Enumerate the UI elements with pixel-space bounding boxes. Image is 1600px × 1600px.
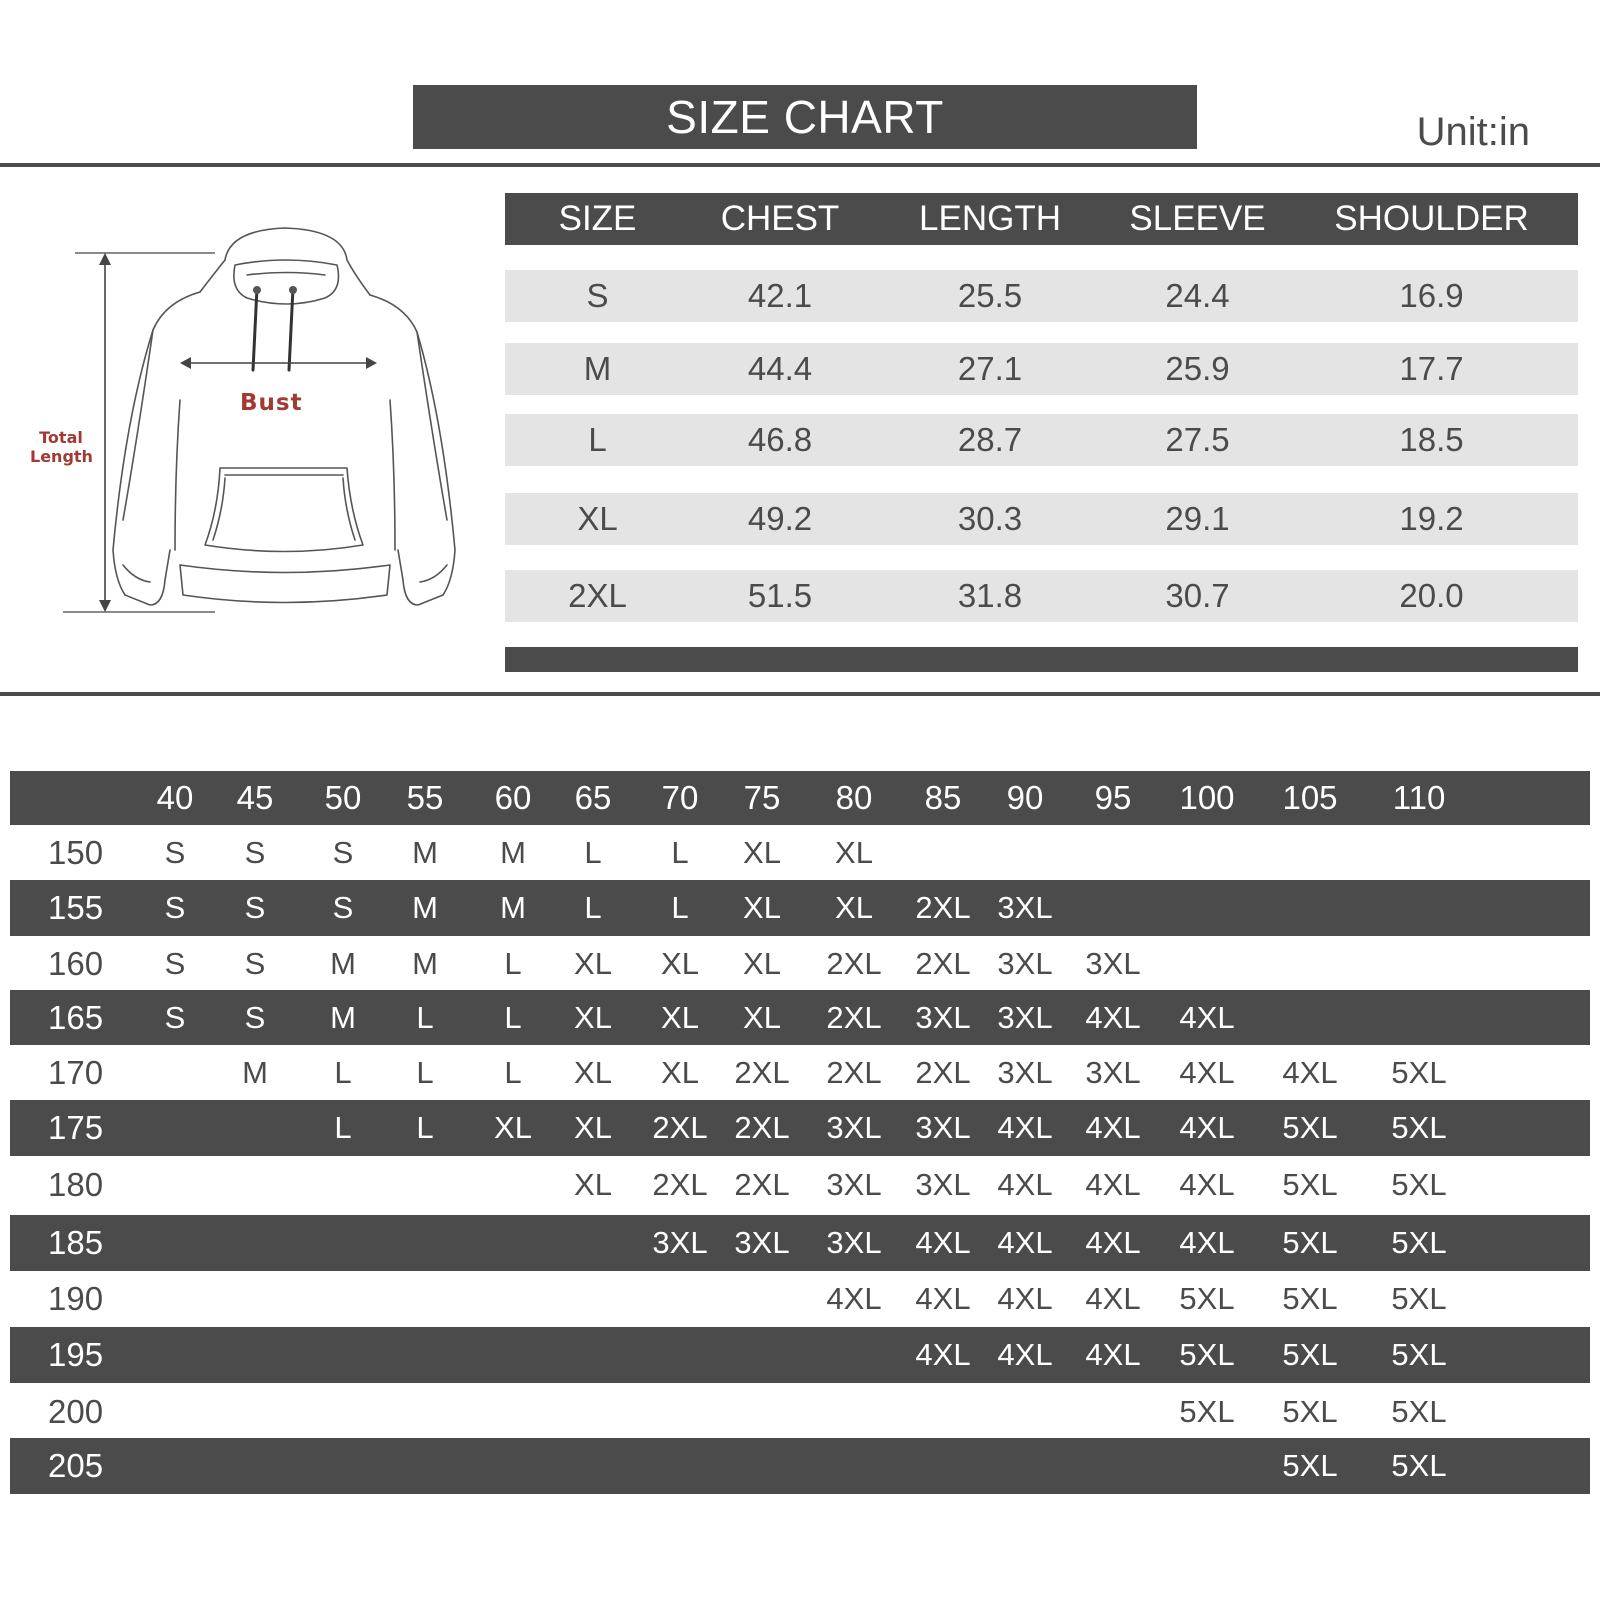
grid-cell: 5XL [1391,1110,1447,1145]
grid-cell: S [244,946,266,981]
header-chest: CHEST [720,199,840,238]
grid-cell: 4XL [1085,1225,1141,1260]
grid-cell: 5XL [1179,1394,1235,1429]
grid-cell: S [332,890,354,925]
cell-length: 28.7 [957,421,1023,458]
grid-cell: 3XL [652,1225,708,1260]
size-grid-header [10,771,1590,825]
grid-column-header: 70 [661,779,699,816]
grid-column-header: 50 [324,779,362,816]
grid-cell: 2XL [734,1055,790,1090]
grid-cell: XL [661,946,699,981]
cell-size: XL [577,500,618,537]
grid-cell: XL [574,1055,612,1090]
grid-cell: 5XL [1391,1167,1447,1202]
grid-column-header: 105 [1282,779,1338,816]
grid-cell: L [584,890,602,925]
grid-cell: 5XL [1391,1281,1447,1316]
cell-chest: 49.2 [747,500,813,537]
grid-cell: 5XL [1282,1337,1338,1372]
header-length: LENGTH [919,199,1061,238]
grid-row [10,1100,1590,1156]
grid-cell: 4XL [1085,1337,1141,1372]
measurement-row [505,270,1578,322]
grid-cell: S [164,1000,186,1035]
grid-column-header: 65 [574,779,612,816]
grid-cell: XL [743,946,781,981]
cell-sleeve: 29.1 [1165,500,1230,537]
grid-row [10,990,1590,1046]
grid-cell: 3XL [734,1225,790,1260]
grid-cell: 3XL [997,890,1053,925]
grid-cell: 4XL [915,1281,971,1316]
grid-cell: XL [574,1110,612,1145]
grid-cell: S [164,835,186,870]
grid-row [10,1271,1590,1327]
grid-cell: S [244,835,266,870]
grid-cell: 3XL [997,1000,1053,1035]
cell-size: M [583,350,612,387]
grid-cell: 2XL [915,1055,971,1090]
grid-column-header: 90 [1006,779,1044,816]
grid-row [10,1157,1590,1213]
middle-divider [0,692,1600,696]
header-size: SIZE [558,199,637,238]
cell-shoulder: 18.5 [1399,421,1464,458]
grid-cell: L [504,946,522,981]
grid-cell: XL [661,1055,699,1090]
grid-row-label: 165 [48,999,104,1036]
grid-cell: 3XL [997,946,1053,981]
grid-row [10,1045,1590,1101]
grid-cell: S [244,1000,266,1035]
cell-shoulder: 17.7 [1399,350,1464,387]
grid-column-header: 100 [1179,779,1235,816]
grid-cell: L [584,835,602,870]
grid-cell: 4XL [997,1167,1053,1202]
grid-cell: XL [743,835,781,870]
grid-column-header: 55 [406,779,444,816]
grid-row-label: 205 [48,1447,104,1484]
unit-label: Unit:in [1416,110,1530,154]
grid-cell: 3XL [1085,1055,1141,1090]
grid-cell: 2XL [826,1000,882,1035]
grid-cell: 5XL [1282,1167,1338,1202]
cell-sleeve: 25.9 [1165,350,1230,387]
grid-row-label: 170 [48,1054,104,1091]
grid-cell: 4XL [915,1225,971,1260]
grid-cell: XL [574,1000,612,1035]
grid-cell: 5XL [1282,1448,1338,1483]
grid-cell: 3XL [915,1000,971,1035]
measurements-footer-bar [505,647,1578,672]
grid-cell: 5XL [1391,1448,1447,1483]
grid-cell: M [242,1055,268,1090]
cell-chest: 51.5 [747,577,813,614]
cell-length: 30.3 [957,500,1023,537]
grid-cell: 4XL [997,1225,1053,1260]
cell-size: 2XL [568,577,627,614]
cell-chest: 44.4 [747,350,813,387]
grid-cell: 4XL [1085,1110,1141,1145]
grid-cell: 5XL [1391,1337,1447,1372]
grid-cell: 3XL [915,1167,971,1202]
top-divider [0,163,1600,167]
grid-cell: L [671,890,689,925]
total-length-label [30,428,92,466]
grid-column-header: 40 [156,779,194,816]
grid-cell: S [332,835,354,870]
grid-cell: 4XL [1085,1281,1141,1316]
grid-cell: 2XL [734,1110,790,1145]
grid-cell: S [164,946,186,981]
grid-row-label: 180 [48,1166,104,1203]
grid-column-header: 80 [835,779,873,816]
grid-cell: 5XL [1391,1055,1447,1090]
measurement-row [505,414,1578,466]
grid-column-header: 60 [494,779,532,816]
grid-row-label: 175 [48,1109,104,1146]
grid-cell: M [412,946,438,981]
measurement-row [505,343,1578,395]
grid-column-header: 95 [1094,779,1132,816]
grid-cell: 4XL [997,1281,1053,1316]
grid-column-header: 75 [743,779,781,816]
grid-row [10,1384,1590,1440]
grid-cell: 4XL [1179,1055,1235,1090]
cell-shoulder: 20.0 [1399,577,1464,614]
grid-column-header: 85 [924,779,962,816]
grid-row [10,936,1590,992]
bust-label: Bust [240,390,303,416]
grid-cell: M [412,890,438,925]
grid-cell: M [330,1000,356,1035]
grid-row-label: 195 [48,1336,104,1373]
grid-cell: 5XL [1282,1110,1338,1145]
grid-cell: 4XL [1179,1225,1235,1260]
grid-cell: 5XL [1179,1337,1235,1372]
cell-size: L [588,421,607,458]
cell-chest: 46.8 [747,421,813,458]
grid-cell: 4XL [1085,1167,1141,1202]
grid-cell: 2XL [826,1055,882,1090]
grid-cell: L [504,1055,522,1090]
grid-cell: 4XL [1179,1110,1235,1145]
total-length-label-line2: Length [30,447,93,466]
grid-cell: 4XL [1085,1000,1141,1035]
grid-cell: 4XL [1282,1055,1338,1090]
cell-length: 31.8 [957,577,1023,614]
grid-cell: 3XL [997,1055,1053,1090]
grid-cell: M [412,835,438,870]
grid-cell: 4XL [826,1281,882,1316]
grid-cell: XL [743,890,781,925]
grid-cell: 2XL [652,1110,708,1145]
grid-row-label: 190 [48,1280,104,1317]
grid-cell: XL [574,1167,612,1202]
grid-row-label: 200 [48,1393,104,1430]
grid-cell: XL [835,835,873,870]
header-sleeve: SLEEVE [1129,199,1266,238]
grid-cell: XL [835,890,873,925]
cell-length: 25.5 [957,277,1023,314]
grid-cell: L [504,1000,522,1035]
grid-cell: 3XL [826,1225,882,1260]
grid-row-label: 185 [48,1224,104,1261]
cell-size: S [586,277,609,314]
grid-cell: S [244,890,266,925]
cell-shoulder: 19.2 [1399,500,1464,537]
grid-cell: 4XL [997,1337,1053,1372]
grid-row-label: 160 [48,945,104,982]
total-length-label-line1: Total [39,428,83,447]
grid-cell: 3XL [826,1167,882,1202]
cell-sleeve: 30.7 [1165,577,1230,614]
grid-cell: 3XL [1085,946,1141,981]
grid-cell: S [164,890,186,925]
cell-sleeve: 27.5 [1165,421,1230,458]
grid-cell: 2XL [915,890,971,925]
measurements-header [505,193,1578,245]
grid-row [10,825,1590,881]
grid-cell: L [416,1055,434,1090]
grid-row-label: 150 [48,834,104,871]
grid-cell: L [416,1110,434,1145]
measurement-row [505,570,1578,622]
grid-cell: 2XL [652,1167,708,1202]
grid-cell: XL [743,1000,781,1035]
grid-cell: 5XL [1179,1281,1235,1316]
grid-cell: M [500,835,526,870]
grid-cell: L [416,1000,434,1035]
grid-cell: 3XL [826,1110,882,1145]
grid-cell: M [500,890,526,925]
grid-cell: 5XL [1282,1225,1338,1260]
grid-cell: 5XL [1282,1394,1338,1429]
measurement-row [505,493,1578,545]
grid-cell: 4XL [1179,1000,1235,1035]
grid-row [10,880,1590,936]
grid-cell: L [334,1055,352,1090]
grid-cell: L [334,1110,352,1145]
grid-cell: 4XL [915,1337,971,1372]
grid-row [10,1327,1590,1383]
cell-sleeve: 24.4 [1165,277,1230,314]
grid-cell: 2XL [915,946,971,981]
grid-cell: L [671,835,689,870]
cell-shoulder: 16.9 [1399,277,1464,314]
grid-cell: 3XL [915,1110,971,1145]
grid-row-label: 155 [48,889,104,926]
grid-cell: 4XL [997,1110,1053,1145]
grid-row [10,1215,1590,1271]
grid-cell: XL [574,946,612,981]
grid-cell: M [330,946,356,981]
grid-row [10,1438,1590,1494]
grid-cell: XL [494,1110,532,1145]
cell-chest: 42.1 [747,277,813,314]
grid-cell: 5XL [1391,1394,1447,1429]
page-title: SIZE CHART [413,85,1197,149]
grid-cell: 5XL [1391,1225,1447,1260]
grid-cell: 5XL [1282,1281,1338,1316]
grid-cell: 4XL [1179,1167,1235,1202]
grid-column-header: 110 [1392,779,1446,816]
header-shoulder: SHOULDER [1334,199,1529,238]
grid-cell: 2XL [826,946,882,981]
grid-column-header: 45 [236,779,274,816]
grid-cell: XL [661,1000,699,1035]
grid-cell: 2XL [734,1167,790,1202]
cell-length: 27.1 [957,350,1023,387]
